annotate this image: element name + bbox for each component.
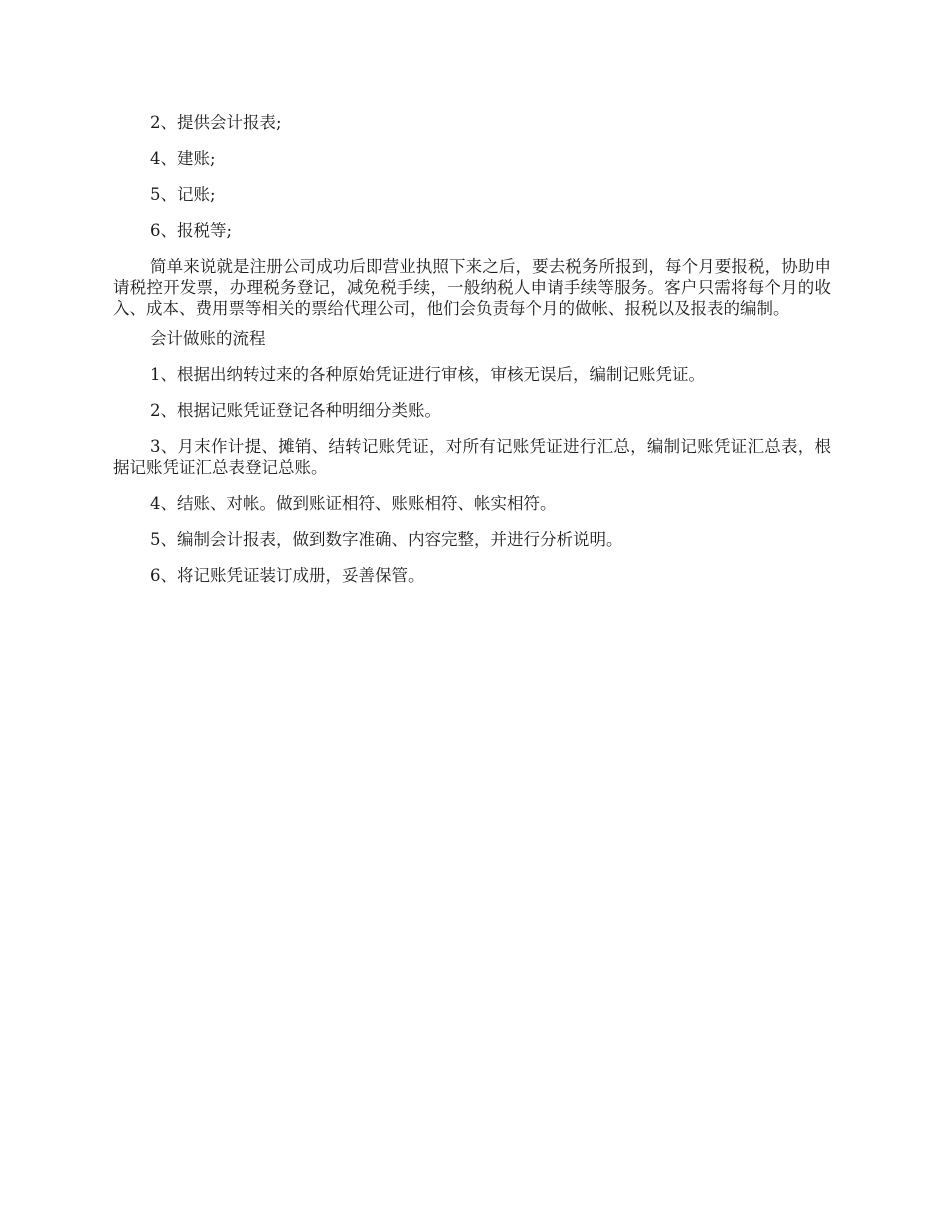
- process-step-6: 6、将记账凭证装订成册，妥善保管。: [150, 566, 425, 585]
- section-heading: 会计做账的流程: [150, 329, 266, 348]
- paragraph-item-2: 2、提供会计报表;: [150, 113, 282, 132]
- process-step-3: 3、月末作计提、摊销、结转记账凭证，对所有记账凭证进行汇总，编制记账凭证汇总表，根据记账凭证汇总表登记总账。: [113, 437, 831, 477]
- process-step-2: 2、根据记账凭证登记各种明细分类账。: [150, 401, 441, 420]
- process-step-5: 5、编制会计报表，做到数字准确、内容完整，并进行分析说明。: [150, 530, 623, 549]
- paragraph-item-6: 6、报税等;: [150, 221, 233, 240]
- process-step-1: 1、根据出纳转过来的各种原始凭证进行审核，审核无误后，编制记账凭证。: [150, 365, 705, 384]
- paragraph-summary: 简单来说就是注册公司成功后即营业执照下来之后，要去税务所报到，每个月要报税，协助申请税控开发票，办理税务登记，减免税手续，一般纳税人申请手续等服务。客户只需将每个月的收入、成本、费用票等相关的票给代理公司，他们会负责每个月的做帐、报税以及报表的编制。: [113, 257, 831, 318]
- document-page: [113, 112, 831, 601]
- process-step-4: 4、结账、对帐。做到账证相符、账账相符、帐实相符。: [150, 494, 557, 513]
- paragraph-item-4: 4、建账;: [150, 149, 216, 168]
- paragraph-item-5: 5、记账;: [150, 185, 216, 204]
